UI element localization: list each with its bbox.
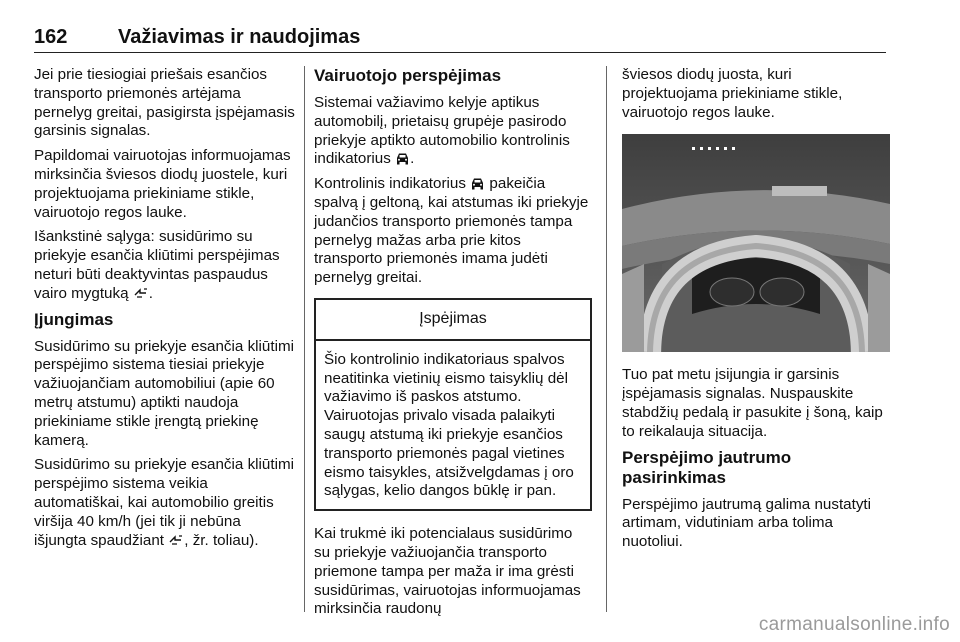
collision-alert-button-icon bbox=[133, 286, 149, 299]
paragraph: Papildomai vairuotojas informuojamas mirksinčia šviesos diodų juostele, kuri projektuojama priekiniame stikle, vairuotojo regos lauke. bbox=[34, 147, 291, 221]
warning-body: Šio kontrolinio indikatoriaus spalvos neatitinka vietinių eismo taisyklių dėl važiavimo iš paskos atstumo. Vairuotojas privalo visada palaikyti saugų atstumą iki priekyje esančios transporto priemonės pagal vietines eismo taisykles, atsižvelgdamas į oro sąlygas, kelio dangos būklę ir pan. bbox=[324, 350, 574, 500]
page-title: Važiavimas ir naudojimas bbox=[118, 26, 361, 48]
section-heading: Įjungimas bbox=[34, 309, 114, 329]
paragraph: Kai trukmė iki potencialaus susidūrimo su priekyje važiuojančia transporto priemone tampa per maža ir ima grėsti susidūrimas, vairuotojas informuojamas mirksinčia raudonų bbox=[314, 525, 581, 618]
warning-box bbox=[314, 298, 592, 511]
section-heading: Vairuotojo perspėjimas bbox=[314, 66, 502, 85]
warning-title: Įspėjimas bbox=[316, 300, 590, 341]
paragraph: Susidūrimo su priekyje esančia kliūtimi perspėjimo sistema tiesiai priekyje važiuojančiam automobiliui (apie 60 metrų atstumu) aptikti naudoja priekiniame stikle įrengtą priekinę kamerą. bbox=[34, 337, 294, 449]
vehicle-ahead-icon bbox=[470, 177, 485, 190]
paragraph: Jei prie tiesiogiai priešais esančios transporto priemonės artėjama pernelyg greitai, pasigirsta įspėjamasis garsinis signalas. bbox=[34, 66, 295, 140]
page-number: 162 bbox=[34, 26, 68, 48]
collision-alert-button-icon bbox=[168, 533, 184, 546]
column-divider bbox=[606, 66, 607, 612]
column-divider bbox=[304, 66, 305, 612]
paragraph: šviesos diodų juosta, kuri projektuojama priekiniame stikle, vairuotojo regos lauke. bbox=[622, 66, 843, 121]
paragraph: Perspėjimo jautrumą galima nustatyti artimam, vidutiniam arba tolima nuotoliui. bbox=[622, 495, 872, 551]
windshield-led-illustration bbox=[622, 134, 890, 352]
section-heading: Perspėjimo jautrumo pasirinkimas bbox=[622, 447, 792, 487]
paragraph: Susidūrimo su priekyje esančia kliūtimi perspėjimo sistema veikia automatiškai, kai automobilio greitis viršija 40 km/h (jei tik ji nebūna išjungta spaudžiant , žr. toliau). bbox=[34, 456, 294, 549]
paragraph: Tuo pat metu įsijungia ir garsinis įspėjamasis signalas. Nuspauskite stabdžių pedalą ir pasukite į šoną, kaip to reikalauja situacija. bbox=[622, 366, 883, 440]
watermark: carmanualsonline.info bbox=[758, 614, 950, 635]
vehicle-ahead-icon bbox=[395, 152, 410, 165]
column-3 bbox=[622, 66, 890, 558]
paragraph: Sistemai važiavimo kelyje aptikus automobilį, prietaisų grupėje pasirodo priekyje aptikto automobilio kontrolinis indikatorius . bbox=[314, 94, 570, 168]
paragraph: Išankstinė sąlyga: susidūrimo su priekyje esančia kliūtimi perspėjimas neturi būti deaktyvintas paspaudus vairo mygtuką . bbox=[34, 228, 280, 302]
column-2 bbox=[314, 66, 592, 625]
dashboard-illustration bbox=[622, 134, 890, 352]
column-1 bbox=[34, 66, 296, 556]
paragraph: Kontrolinis indikatorius pakeičia spalvą į geltoną, kai atstumas iki priekyje judančios transporto priemonės tampa pernelyg mažas arba prie kitos transporto priemonės imama judėti pernelyg greitai. bbox=[314, 175, 589, 287]
page-header bbox=[34, 12, 886, 53]
